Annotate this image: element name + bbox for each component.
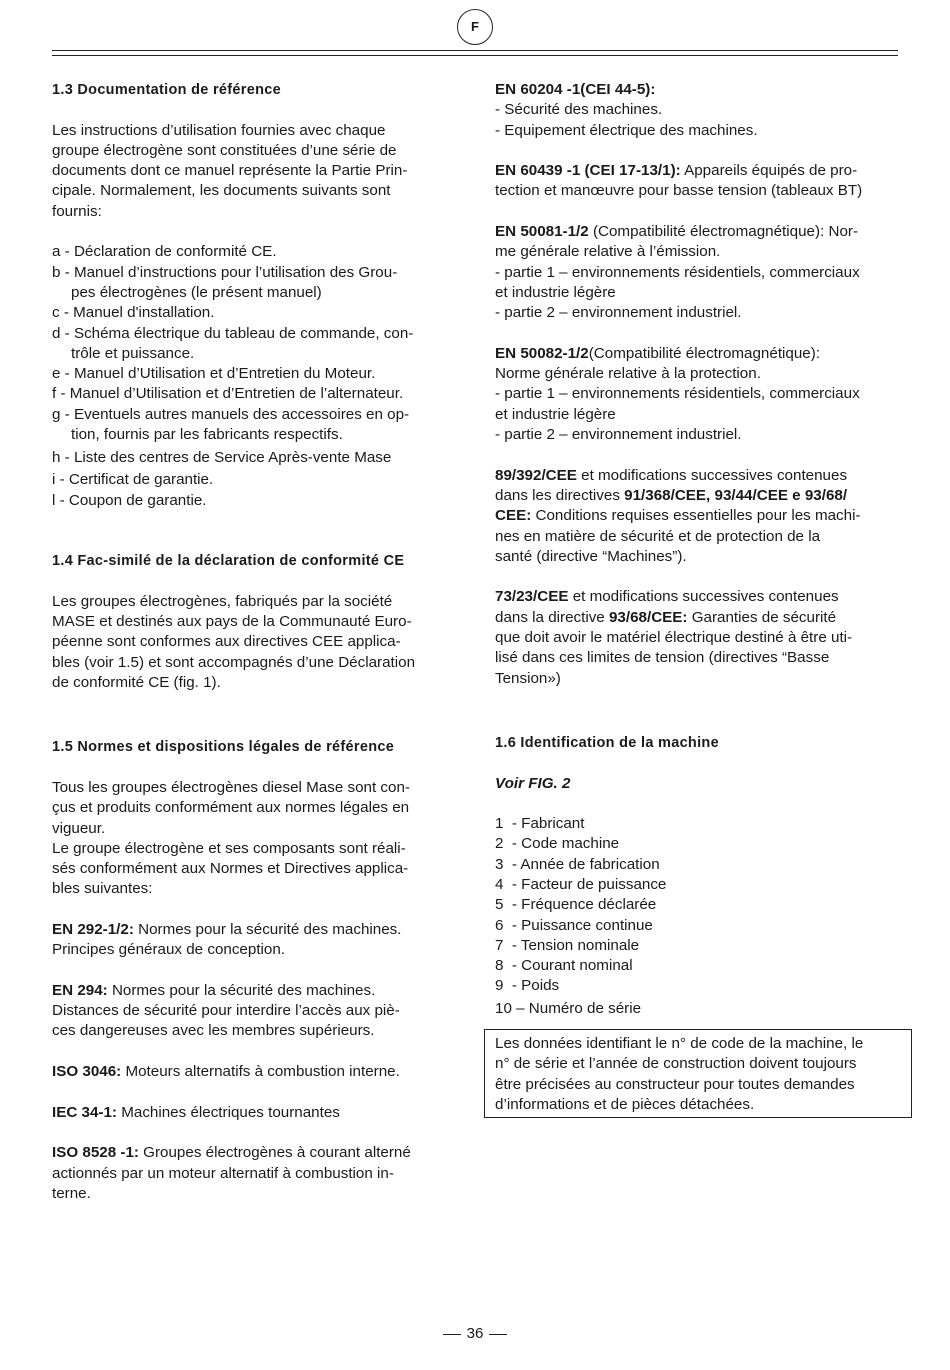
list-item: e - Manuel d’Utilisation et d’Entretien du Moteur. <box>52 365 376 383</box>
list-item: f - Manuel d’Utilisation et d’Entretien de l’alternateur. <box>52 385 404 403</box>
list-item: c - Manuel d'installation. <box>52 304 215 322</box>
norm-en-50082: EN 50082-1/2(Compatibilité électromagnétique): Norme générale relative à la protection. - partie 1 – environnements résidentiels, commerciaux et industrie légère - partie 2 – environnement industriel. <box>495 344 860 444</box>
list-item: 9 - Poids <box>495 977 560 995</box>
section-1-6-title: 1.6 Identification de la machine <box>495 734 719 751</box>
norm-en-60439: EN 60439 -1 (CEI 17-13/1): Appareils équipés de pro- tection et manœuvre pour basse tension (tableaux BT) <box>495 162 863 200</box>
norm-iec-34-1: IEC 34-1: Machines électriques tournantes <box>52 1103 340 1121</box>
list-item: 2 - Code machine <box>495 835 620 853</box>
header-rule-bottom <box>52 55 898 56</box>
list-item: d - Schéma électrique du tableau de commande, con- trôle et puissance. <box>52 324 414 362</box>
list-item: 10 – Numéro de série <box>495 999 642 1017</box>
see-figure-label: Voir FIG. 2 <box>495 774 571 792</box>
list-item: i - Certificat de garantie. <box>52 470 214 488</box>
document-list <box>52 242 462 511</box>
language-badge <box>457 9 493 45</box>
notice-box: Les données identifiant le n° de code de la machine, le n° de série et l’année de construction doivent toujours être précisées au constructeur pour toutes demandes d’informations et de pièces détachées. <box>484 1029 912 1118</box>
norm-en-294: EN 294: Normes pour la sécurité des machines. Distances de sécurité pour interdire l’accès aux piè- ces dangereuses avec les membres supérieurs. <box>52 981 400 1040</box>
page-number: 36 <box>0 1324 950 1344</box>
directive-73-23: 73/23/CEE et modifications successives contenues dans la directive 93/68/CEE: Garanties de sécurité que doit avoir le matériel électrique destiné à être uti- lisé dans ces limites de tension (directives “Basse Tension») <box>495 588 853 687</box>
norm-iso-3046: ISO 3046: Moteurs alternatifs à combustion interne. <box>52 1063 400 1081</box>
list-item: 1 - Fabricant <box>495 815 585 833</box>
right-column <box>495 80 905 1118</box>
list-item: 3 - Année de fabrication <box>495 855 660 873</box>
list-item: 4 - Facteur de puissance <box>495 875 667 893</box>
norm-iso-8528: ISO 8528 -1: Groupes électrogènes à courant alterné actionnés par un moteur alternatif à combustion in- terne. <box>52 1144 411 1202</box>
section-1-5-intro: Tous les groupes électrogènes diesel Mase sont con- çus et produits conformément aux normes légales en vigueur. <box>52 778 410 837</box>
list-item: l - Coupon de garantie. <box>52 491 207 509</box>
norm-en-60204: EN 60204 -1(CEI 44-5): - Sécurité des machines. - Equipement électrique des machines. <box>495 81 758 139</box>
list-item: g - Eventuels autres manuels des accessoires en op- tion, fournis par les fabricants respectifs. <box>52 405 410 444</box>
language-code: F <box>471 18 479 34</box>
list-item: 5 - Fréquence déclarée <box>495 896 657 914</box>
section-1-3-title: 1.3 Documentation de référence <box>52 82 281 98</box>
list-item: b - Manuel d’instructions pour l’utilisation des Grou- pes électrogènes (le présent manuel) <box>52 263 398 301</box>
section-1-4-title: 1.4 Fac-similé de la déclaration de conformité CE <box>52 553 405 570</box>
section-1-4-text: Les groupes électrogènes, fabriqués par la société MASE et destinés aux pays de la Communauté Euro- péenne sont conformes aux directives CEE applica- bles (voir 1.5) et sont accompagnés d’une Déclaration de conformité CE (fig. 1). <box>52 592 416 692</box>
list-item: a - Déclaration de conformité CE. <box>52 243 277 261</box>
section-1-5-title: 1.5 Normes et dispositions légales de référence <box>52 739 395 756</box>
list-item: 6 - Puissance continue <box>495 916 653 934</box>
section-1-3-intro: Les instructions d’utilisation fournies avec chaque groupe électrogène sont constituées d’une série de documents dont ce manuel représente la Partie Prin- cipale. Normalement, les documents suivants sont fournis: <box>52 121 408 220</box>
directive-89-392: 89/392/CEE et modifications successives contenues dans les directives 91/368/CEE, 93/44/CEE e 93/68/ CEE: Conditions requises essentielles pour les machi- nes en matière de sécurité et de protection de la santé (directive “Machines”). <box>495 466 861 565</box>
identification-list <box>495 814 905 1019</box>
list-item: h - Liste des centres de Service Après-vente Mase <box>52 449 392 467</box>
section-1-5-intro-2: Le groupe électrogène et ses composants sont réali- sés conformément aux Normes et Directives applica- bles suivantes: <box>52 839 409 898</box>
list-item: 7 - Tension nominale <box>495 936 640 954</box>
norm-en-292: EN 292-1/2: Normes pour la sécurité des machines. Principes généraux de conception. <box>52 920 402 959</box>
header-rule-top <box>52 50 898 51</box>
list-item: 8 - Courant nominal <box>495 957 633 975</box>
left-column <box>52 80 462 1204</box>
norm-en-50081: EN 50081-1/2 (Compatibilité électromagnétique): Nor- me générale relative à l’émission. - partie 1 – environnements résidentiels, commerciaux et industrie légère - partie 2 – environnement industriel. <box>495 223 860 322</box>
